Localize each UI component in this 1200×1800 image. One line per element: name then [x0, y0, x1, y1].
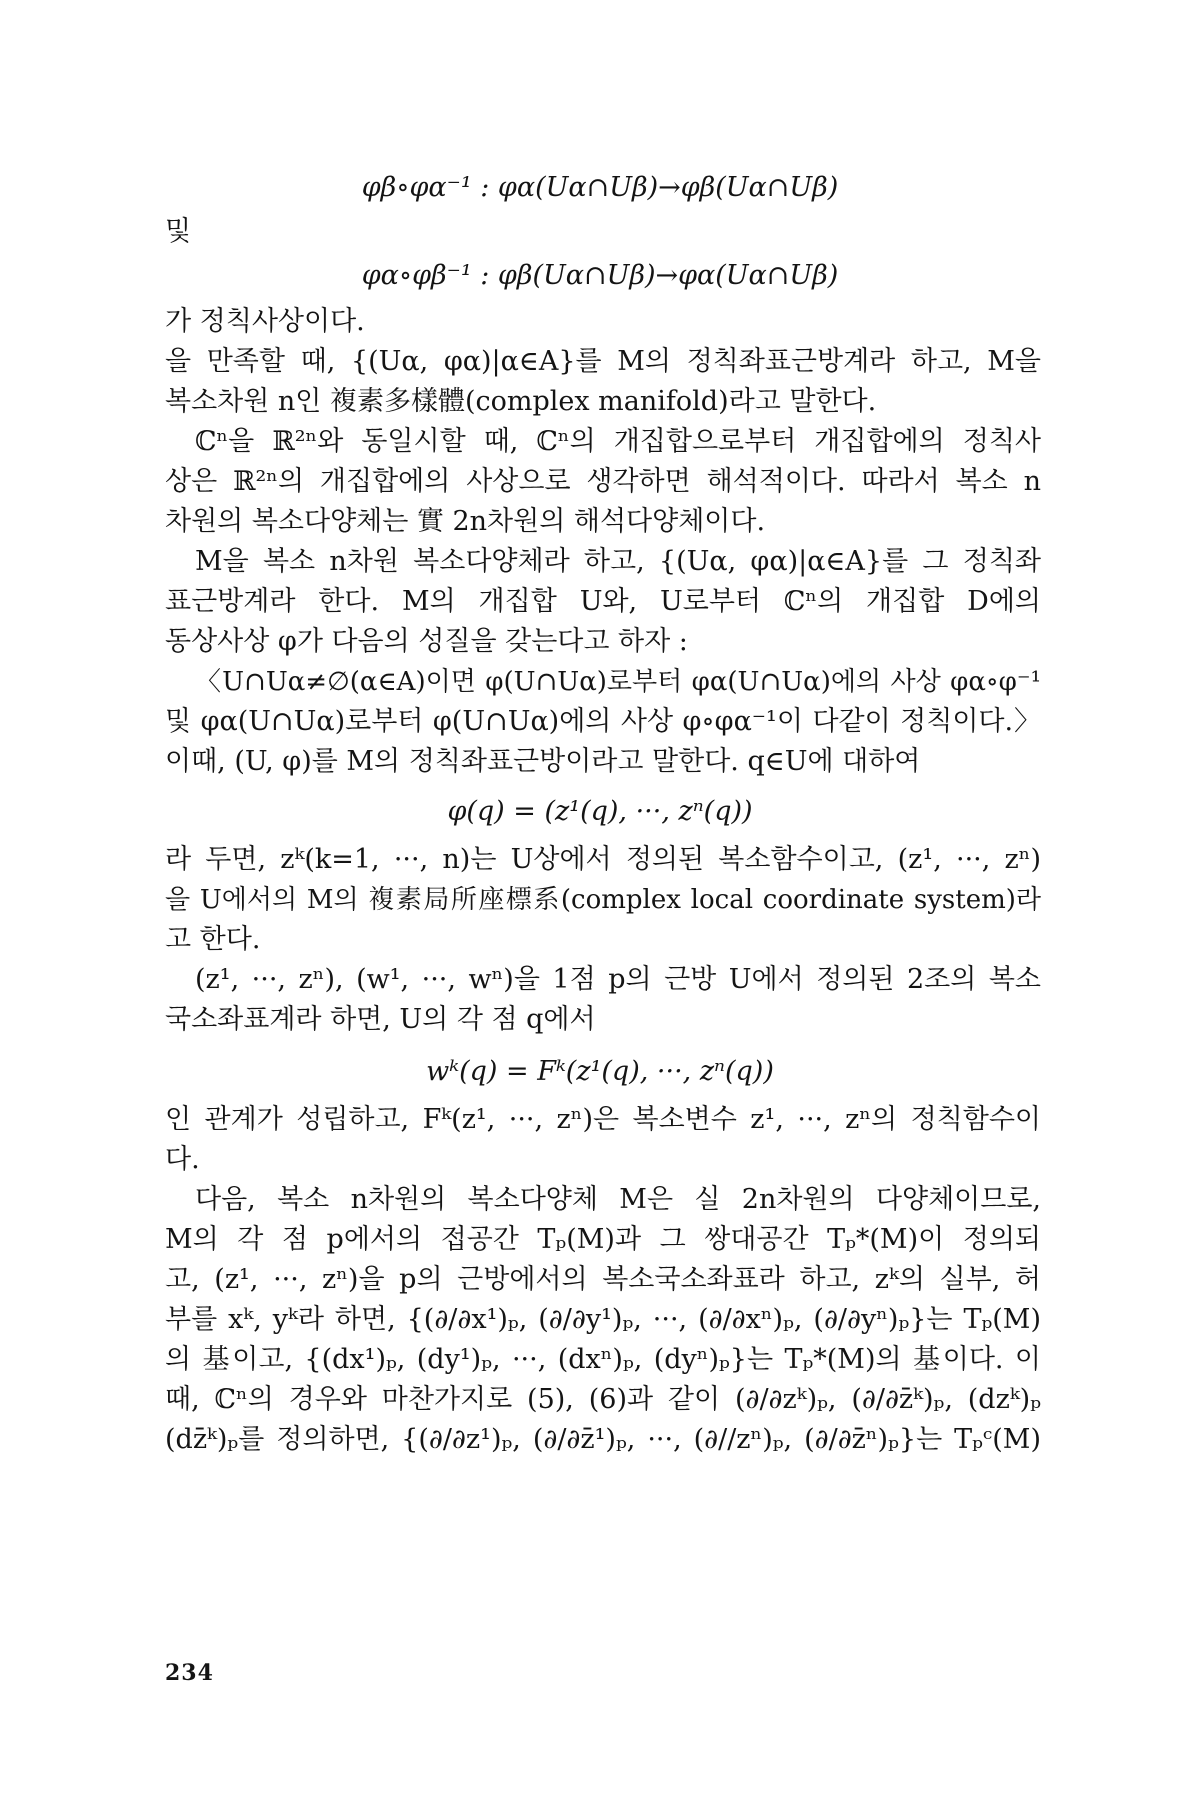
- condition-line: 〈U∩Uα≠∅(α∈A)이면 φ(U∩Uα)로부터 φα(U∩Uα)에의 사상 φα∘φ⁻¹: [195, 667, 1041, 697]
- condition-line: 및 φα(U∩Uα)로부터 φ(U∩Uα)에의 사상 φ∘φα⁻¹이 다같이 정칙이다.〉: [165, 706, 1041, 737]
- text-line: 부를 xᵏ, yᵏ라 하면, {(∂/∂x¹)ₚ, (∂/∂y¹)ₚ, ···, (∂/∂xⁿ)ₚ, (∂/∂yⁿ)ₚ}는 Tₚ(M): [165, 1304, 1041, 1335]
- equation-coordinate-change: wᵏ(q) = Fᵏ(z¹(q), ···, zⁿ(q)): [426, 1056, 774, 1087]
- paragraph-start-line: M을 복소 n차원 복소다양체라 하고, {(Uα, φα)|α∈A}를 그 정칙좌: [195, 546, 1041, 577]
- text-line: 동상사상 φ가 다음의 성질을 갖는다고 하자 :: [165, 626, 688, 657]
- text-line: 국소좌표계라 하면, U의 각 점 q에서: [165, 1004, 596, 1035]
- text-line: 인 관계가 성립하고, Fᵏ(z¹, ···, zⁿ)은 복소변수 z¹, ···, zⁿ의 정칙함수이: [165, 1104, 1041, 1135]
- equation-transition-alpha-beta: φα∘φβ⁻¹ : φβ(Uα∩Uβ)→φα(Uα∩Uβ): [361, 260, 839, 291]
- text-line: 다.: [165, 1144, 200, 1175]
- text-line: 차원의 복소다양체는 實 2n차원의 해석다양체이다.: [165, 506, 766, 537]
- text-line: 을 U에서의 M의 複素局所座標系(complex local coordinate system)라: [165, 885, 1041, 915]
- text-line: 라 두면, zᵏ(k=1, ···, n)는 U상에서 정의된 복소함수이고, (z¹, ···, zⁿ): [165, 844, 1041, 875]
- text-line: 가 정칙사상이다.: [165, 306, 365, 337]
- text-line: 및: [165, 216, 192, 247]
- text-line: 표근방계라 한다. M의 개집합 U와, U로부터 ℂⁿ의 개집합 D에의: [165, 586, 1041, 617]
- text-line: 고, (z¹, ···, zⁿ)을 p의 근방에서의 복소국소좌표라 하고, zᵏ의 실부, 허: [165, 1264, 1041, 1295]
- text-line: 고 한다.: [165, 924, 261, 955]
- text-line: 의 基이고, {(dx¹)ₚ, (dy¹)ₚ, ···, (dxⁿ)ₚ, (dyⁿ)ₚ}는 Tₚ*(M)의 基이다. 이: [165, 1344, 1041, 1375]
- text-line: 상은 ℝ²ⁿ의 개집합에의 사상으로 생각하면 해석적이다. 따라서 복소 n: [165, 466, 1041, 497]
- text-line: 때, ℂⁿ의 경우와 마찬가지로 (5), (6)과 같이 (∂/∂zᵏ)ₚ, (∂/∂z̄ᵏ)ₚ, (dzᵏ)ₚ: [165, 1384, 1041, 1415]
- equation-coordinate-map: φ(q) = (z¹(q), ···, zⁿ(q)): [447, 796, 753, 827]
- text-line: (dz̄ᵏ)ₚ를 정의하면, {(∂/∂z¹)ₚ, (∂/∂z̄¹)ₚ, ···, (∂//zⁿ)ₚ, (∂/∂z̄ⁿ)ₚ}는 Tₚᶜ(M): [165, 1424, 1041, 1455]
- equation-transition-beta-alpha: φβ∘φα⁻¹ : φα(Uα∩Uβ)→φβ(Uα∩Uβ): [361, 172, 839, 203]
- text-line: M의 각 점 p에서의 접공간 Tₚ(M)과 그 쌍대공간 Tₚ*(M)이 정의되: [165, 1224, 1041, 1255]
- text-line: 복소차원 n인 複素多樣體(complex manifold)라고 말한다.: [165, 386, 877, 417]
- paragraph-start-line: 다음, 복소 n차원의 복소다양체 M은 실 2n차원의 다양체이므로,: [195, 1184, 1041, 1215]
- page-number: 234: [165, 1660, 214, 1686]
- text-line: 이때, (U, φ)를 M의 정칙좌표근방이라고 말한다. q∈U에 대하여: [165, 746, 921, 777]
- text-line: 을 만족할 때, {(Uα, φα)|α∈A}를 M의 정칙좌표근방계라 하고, M을: [165, 346, 1041, 377]
- paragraph-start-line: (z¹, ···, zⁿ), (w¹, ···, wⁿ)을 1점 p의 근방 U에서 정의된 2조의 복소: [195, 964, 1041, 995]
- paragraph-start-line: ℂⁿ을 ℝ²ⁿ와 동일시할 때, ℂⁿ의 개집합으로부터 개집합에의 정칙사: [195, 426, 1041, 457]
